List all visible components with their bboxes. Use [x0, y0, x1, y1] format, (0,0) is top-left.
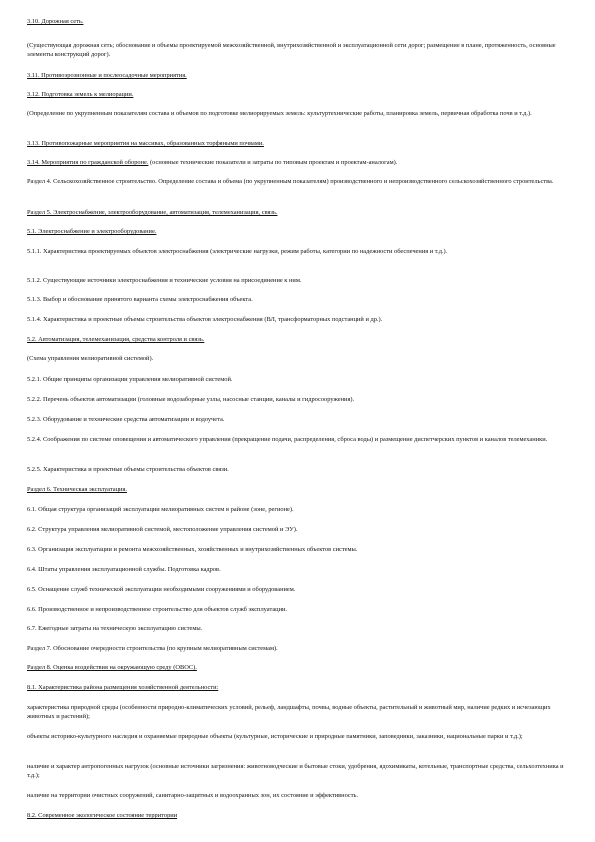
- paragraph: 5.2. Автоматизация, телемеханизация, средства контроля и связь.: [27, 336, 205, 343]
- paragraph: Раздел 5. Электроснабжение, электрооборудование, автоматизация, телемеханизация, связь.: [27, 209, 278, 216]
- paragraph: 6.5. Оснащение служб технической эксплуатации необходимыми сооружениями и оборудованием.: [27, 586, 296, 593]
- paragraph: 3.12. Подготовка земель к мелиорации.: [27, 91, 134, 98]
- paragraph: характеристика природной среды (особенности природно-климатических условий, рельеф, ландшафты, почвы, водные объекты, растительный и животный мир, наличие редких и исчезающих животных и растений);: [27, 704, 551, 720]
- paragraph: 5.2.3. Оборудование и технические средства автоматизации и водоучета.: [27, 416, 225, 423]
- paragraph: Раздел 6. Техническая эксплуатация.: [27, 486, 127, 493]
- paragraph: 8.2. Современное экологическое состояние территории: [27, 812, 178, 819]
- paragraph: 3.13. Противопожарные мероприятия на массивах, образованных торфяными почвами.: [27, 140, 264, 147]
- paragraph: 5.2.1. Общие принципы организации управления мелиоративной системой.: [27, 376, 233, 383]
- paragraph: 5.2.2. Перечень объектов автоматизации (головные водозаборные узлы, насосные станции, каналы и гидросооружения).: [27, 396, 355, 403]
- paragraph: 6.7. Ежегодные затраты на техническую эксплуатацию системы.: [27, 625, 203, 632]
- paragraph: (Схема управления мелиоративной системой).: [27, 355, 154, 362]
- paragraph: 5.1. Электроснабжение и электрооборудование.: [27, 228, 157, 235]
- paragraph: 6.3. Организация эксплуатации и ремонта межхозяйственных, хозяйственных и внутрихозяйственных объектов системы.: [27, 546, 358, 553]
- paragraph: 3.11. Противоэрозионные и послеосадочные мероприятия.: [27, 72, 187, 79]
- paragraph: наличие и характер антропогенных нагрузок (основные источники загрязнения: животноводческие и бытовые стоки, удобрения, ядохимикаты, котельные, транспортные средства, сельхозтехника и т.д.);: [27, 763, 564, 779]
- paragraph: 3.10. Дорожная сеть.: [27, 18, 84, 25]
- paragraph: 6.6. Производственное и непроизводственное строительство для объектов служб эксплуатации.: [27, 606, 288, 613]
- paragraph: (Существующая дорожная сеть; обоснование и объемы проектируемой межхозяйственной, внутрихозяйственной и эксплуатационной сети дорог; размещение в плане, протяженность, основные элементы конструкций дорог).: [27, 42, 556, 58]
- paragraph: объекты историко-культурного наследия и охраняемые природные объекты (культурные, исторические и природные памятники, заповедники, заказники, национальные парки и т.д.);: [27, 733, 523, 740]
- paragraph: (Определение по укрупненным показателям состава и объемов по подготовке мелиорируемых земель: культуртехнические работы, планировка земель, первичная обработка почв и т.д.).: [27, 110, 532, 117]
- paragraph: 5.1.1. Характеристика проектируемых объектов электроснабжения (электрические нагрузки, режим работы, категории по надежности обеспечения и т.д.).: [27, 248, 448, 255]
- paragraph: 5.2.4. Соображения по системе оповещения и автоматического управления (прекращение подачи, распределения, сброса воды) и размещение диспетчерских пунктов и каналов телемеханики.: [27, 436, 548, 443]
- paragraph: 8.1. Характеристика района размещения хозяйственной деятельности:: [27, 684, 219, 691]
- paragraph: 5.1.2. Существующие источники электроснабжения и технические условия на присоединение к ним.: [27, 277, 302, 284]
- paragraph: 5.1.4. Характеристика и проектные объемы строительства объектов электроснабжения (ВЛ, трансформаторных подстанций и др.).: [27, 316, 383, 323]
- paragraph: 6.2. Структура управления мелиоративной системой, местоположение управления системой и ЭУ).: [27, 526, 298, 533]
- paragraph: 5.2.5. Характеристика и проектные объемы строительства объектов связи.: [27, 466, 229, 473]
- paragraph: 5.1.3. Выбор и обоснование принятого варианта схемы электроснабжения объекта.: [27, 296, 253, 303]
- paragraph: наличие на территории очистных сооружений, санитарно-защитных и водоохранных зон, их состояние и эффективность.: [27, 792, 359, 799]
- paragraph: Раздел 4. Сельскохозяйственное строительство. Определение состава и объема (по укрупненным показателям) производственного и непроизводственного сельскохозяйственного строительства.: [27, 178, 554, 185]
- paragraph: Раздел 8. Оценка воздействия на окружающую среду (ОВОС).: [27, 664, 197, 671]
- paragraph: 6.1. Общая структура организаций эксплуатации мелиоративных систем в районе (зоне, регионе).: [27, 506, 294, 513]
- paragraph: 6.4. Штаты управления эксплуатационной службы. Подготовка кадров.: [27, 566, 221, 573]
- paragraph: 3.14. Мероприятия по гражданской обороне. (основные технические показатели и затраты по типовым проектам и проектам-аналогам).: [27, 159, 398, 166]
- paragraph: Раздел 7. Обоснование очередности строительства (по крупным мелиоративным системам).: [27, 645, 278, 652]
